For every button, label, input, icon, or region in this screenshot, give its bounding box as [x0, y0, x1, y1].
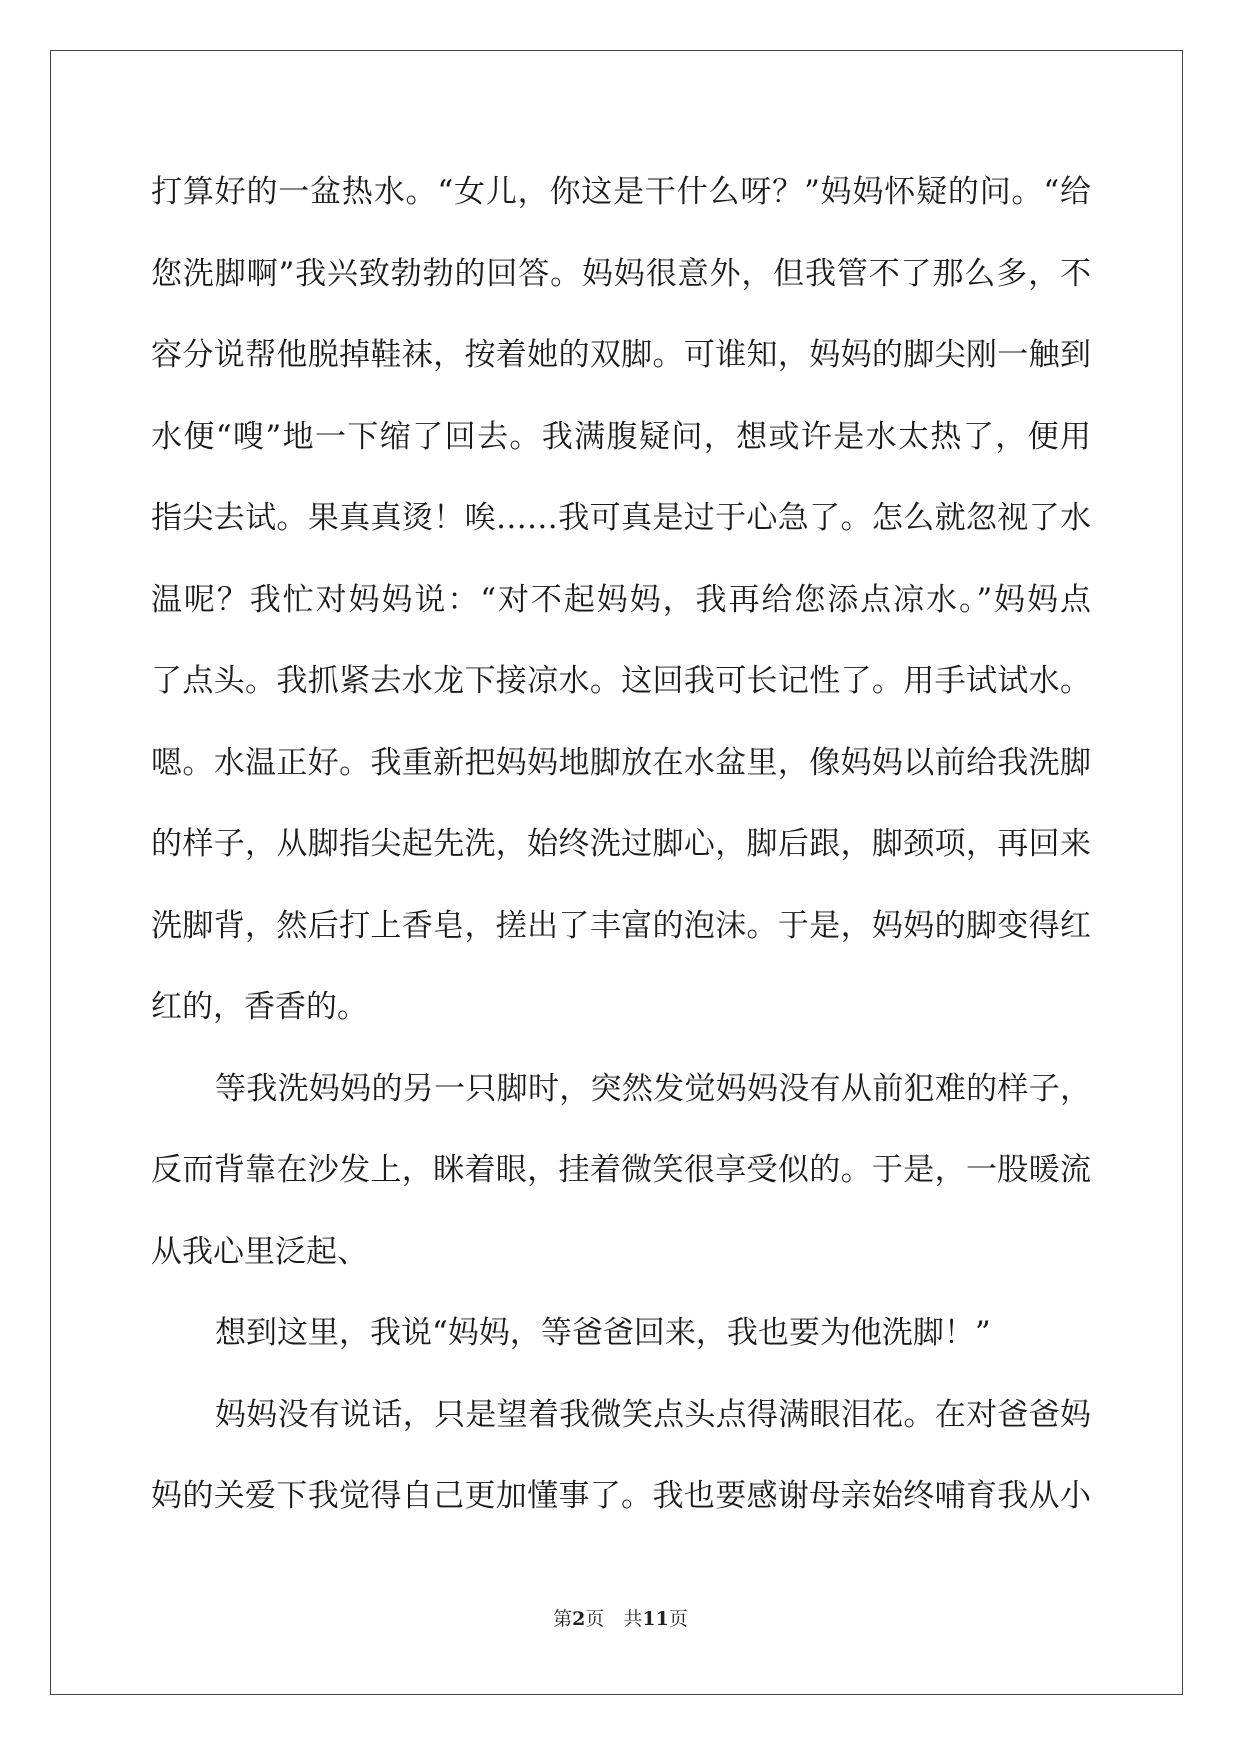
- paragraph-start-line: 想到这里，我说“妈妈，等爸爸回来，我也要为他洗脚！”: [215, 1315, 991, 1351]
- text-line: 洗脚背，然后打上香皂，搓出了丰富的泡沫。于是，妈妈的脚变得红: [151, 907, 1091, 944]
- text-line: 嗯。水温正好。我重新把妈妈地脚放在水盆里，像妈妈以前给我洗脚: [151, 744, 1091, 781]
- text-line: 打算好的一盆热水。“女儿，你这是干什么呀？”妈妈怀疑的问。“给: [151, 174, 1091, 210]
- text-line: 的样子，从脚指尖起先洗，始终洗过脚心，脚后跟，脚颈项，再回来: [151, 826, 1091, 862]
- text-line: 妈的关爱下我觉得自己更加懂事了。我也要感谢母亲始终哺育我从小: [151, 1478, 1091, 1514]
- text-line: 温呢？我忙对妈妈说：“对不起妈妈，我再给您添点凉水。”妈妈点: [151, 581, 1091, 618]
- text-line: 指尖去试。果真真烫！唉……我可真是过于心急了。怎么就忽视了水: [151, 500, 1091, 536]
- current-page-number: 2: [572, 1608, 586, 1630]
- text-line: 反而背靠在沙发上，眯着眼，挂着微笑很享受似的。于是，一股暖流: [151, 1152, 1091, 1188]
- text-line: 容分说帮他脱掉鞋袜，按着她的双脚。可谁知，妈妈的脚尖刚一触到: [151, 337, 1091, 373]
- page-number-footer: [0, 1604, 1241, 1631]
- text-line: 从我心里泛起、: [151, 1233, 368, 1270]
- paragraph-start-line: 等我洗妈妈的另一只脚时，突然发觉妈妈没有从前犯难的样子，: [215, 1070, 1091, 1107]
- text-line: 了点头。我抓紧去水龙下接凉水。这回我可长记性了。用手试试水。: [151, 663, 1091, 699]
- total-page-count: 11: [642, 1608, 669, 1630]
- page-prefix: 第: [553, 1608, 573, 1630]
- page-suffix: 页: [668, 1608, 688, 1630]
- text-line: 您洗脚啊”我兴致勃勃的回答。妈妈很意外，但我管不了那么多，不: [151, 255, 1091, 292]
- text-line: 水便“嗖”地一下缩了回去。我满腹疑问，想或许是水太热了，便用: [151, 418, 1091, 455]
- page-mid: 页 共: [585, 1608, 643, 1630]
- body-text: [151, 152, 1091, 1538]
- paragraph-start-line: 妈妈没有说话，只是望着我微笑点头点得满眼泪花。在对爸爸妈: [215, 1396, 1091, 1433]
- text-line: 红的，香香的。: [151, 989, 368, 1025]
